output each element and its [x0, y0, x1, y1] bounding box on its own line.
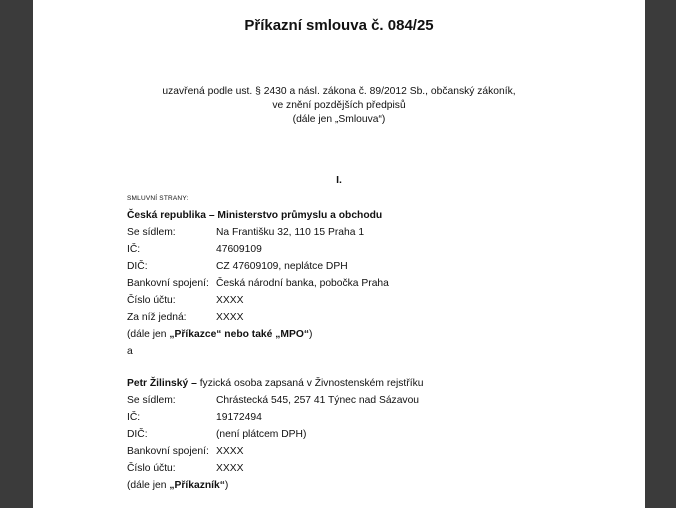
party-1	[127, 207, 389, 360]
party-1-alias	[127, 326, 389, 343]
party-1-row	[127, 292, 389, 309]
document-page	[33, 0, 645, 508]
parties-label: SMLUVNÍ STRANY:	[127, 195, 189, 202]
field-value: Na Františku 32, 110 15 Praha 1	[216, 227, 365, 238]
alias-prefix: (dále jen	[127, 480, 170, 491]
intro-text	[33, 85, 645, 127]
field-label: Číslo účtu:	[127, 463, 176, 474]
field-label: IČ:	[127, 244, 141, 255]
party-2-alias	[127, 477, 423, 494]
party-2-name: Petr Žilinský –	[127, 378, 197, 389]
party-2-row	[127, 409, 423, 426]
party-1-name: Česká republika – Ministerstvo průmyslu a obchodu	[127, 210, 383, 221]
party-2-row	[127, 392, 423, 409]
alias-suffix: )	[224, 480, 229, 491]
field-value: 19172494	[216, 412, 262, 423]
field-value: XXXX	[216, 463, 244, 474]
alias-prefix: (dále jen	[127, 329, 170, 340]
field-label: Se sídlem:	[127, 227, 176, 238]
party-1-row	[127, 309, 389, 326]
party-1-row	[127, 241, 389, 258]
alias-name: „Příkazce“ nebo také „MPO“	[169, 329, 309, 340]
conjunction: a	[127, 346, 133, 357]
intro-line: ve znění pozdějších předpisů	[272, 100, 406, 111]
field-label: Za níž jedná:	[127, 312, 187, 323]
alias-suffix: )	[309, 329, 313, 340]
section-heading: I.	[336, 174, 342, 186]
intro-line: uzavřená podle ust. § 2430 a násl. zákona č. 89/2012 Sb., občanský zákoník,	[162, 86, 516, 97]
intro-line: (dále jen „Smlouva“)	[292, 114, 386, 125]
field-value: 47609109	[216, 244, 262, 255]
party-1-row	[127, 258, 389, 275]
field-value: XXXX	[216, 295, 244, 306]
field-label: Číslo účtu:	[127, 295, 176, 306]
party-2-description: fyzická osoba zapsaná v Živnostenském rejstříku	[196, 378, 424, 389]
field-value: Česká národní banka, pobočka Praha	[216, 278, 389, 289]
field-label: DIČ:	[127, 429, 148, 440]
field-label: Bankovní spojení:	[127, 278, 209, 289]
field-value: XXXX	[216, 446, 244, 457]
party-2	[127, 375, 423, 494]
party-1-row	[127, 224, 389, 241]
party-1-row	[127, 275, 389, 292]
party-2-row	[127, 443, 423, 460]
alias-name: „Příkazník“	[169, 480, 225, 491]
document-title: Příkazní smlouva č. 084/25	[244, 17, 434, 34]
field-value: Chrástecká 545, 257 41 Týnec nad Sázavou	[216, 395, 420, 406]
field-value: (není plátcem DPH)	[216, 429, 307, 440]
field-label: IČ:	[127, 412, 141, 423]
party-2-row	[127, 460, 423, 477]
field-label: Bankovní spojení:	[127, 446, 209, 457]
party-2-row	[127, 426, 423, 443]
field-value: XXXX	[216, 312, 244, 323]
field-label: Se sídlem:	[127, 395, 176, 406]
field-label: DIČ:	[127, 261, 148, 272]
field-value: CZ 47609109, neplátce DPH	[216, 261, 348, 272]
